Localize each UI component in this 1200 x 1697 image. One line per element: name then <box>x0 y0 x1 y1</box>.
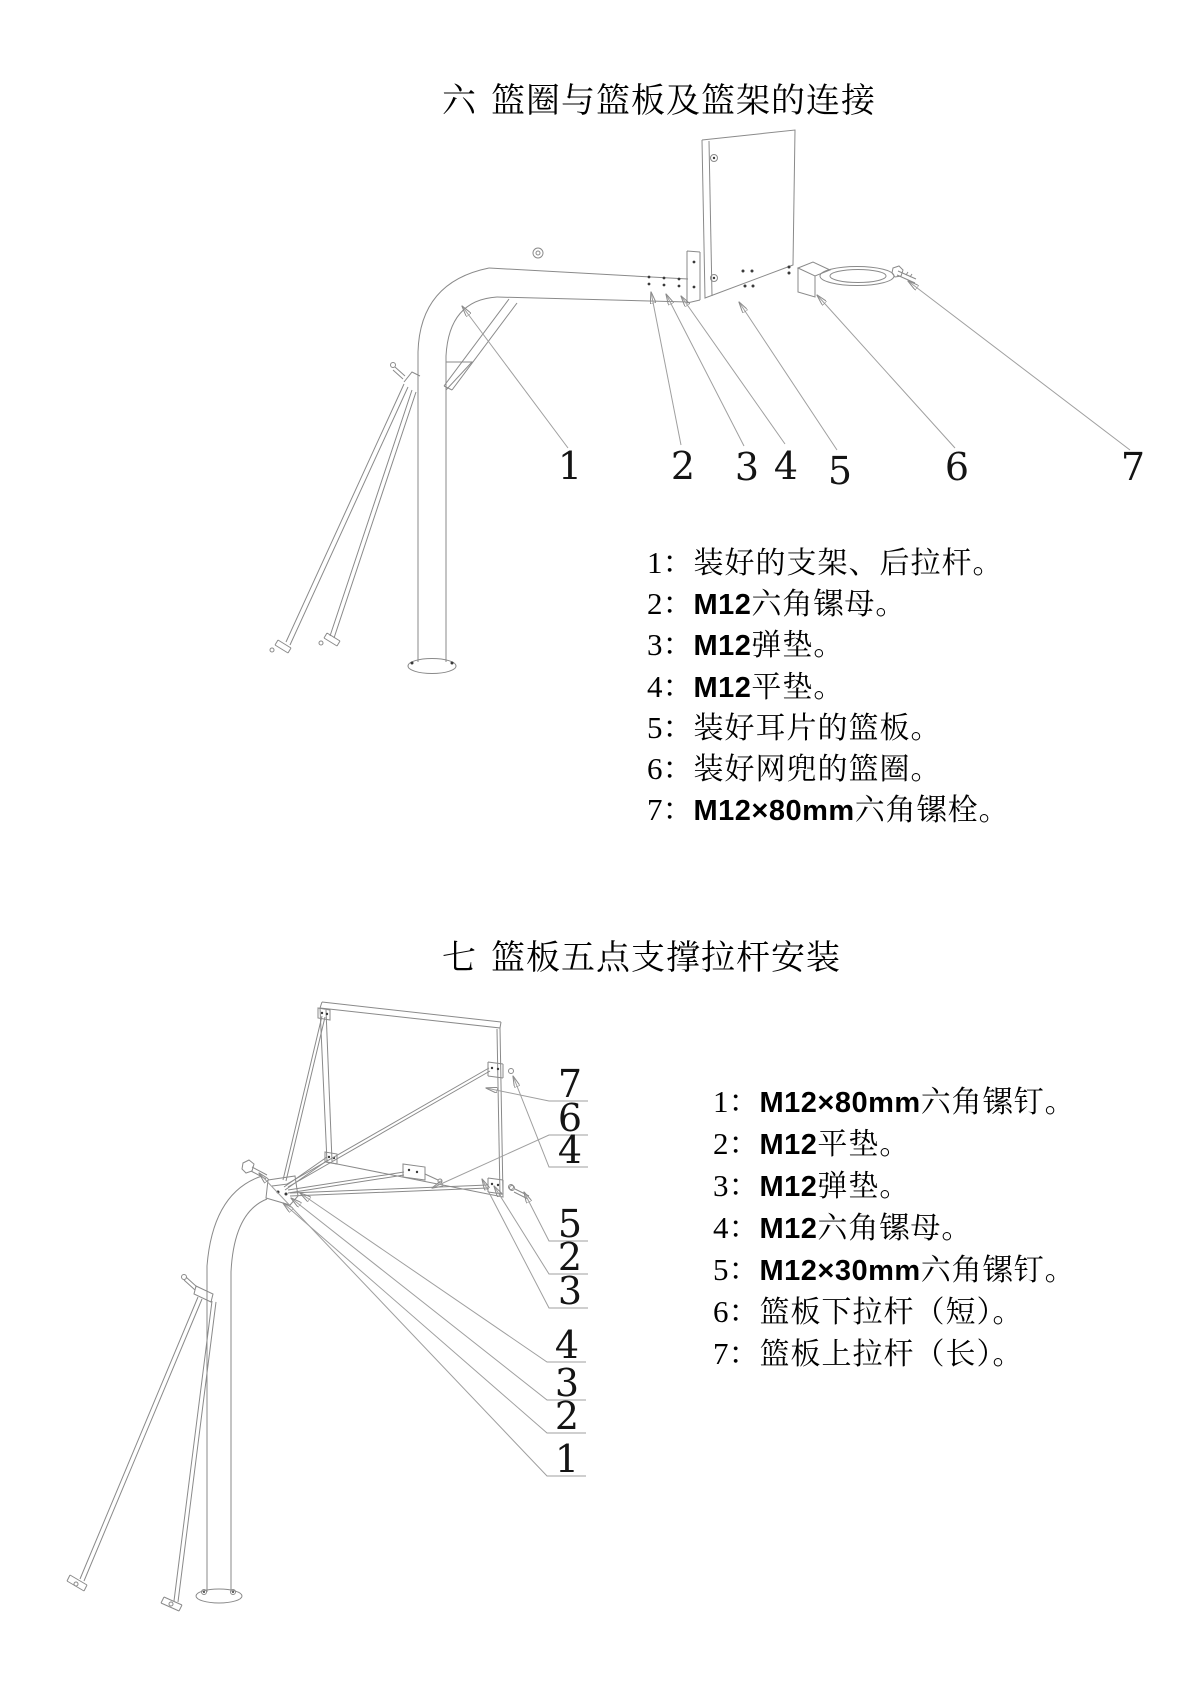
section7-title <box>442 930 841 979</box>
support-rods-drawing <box>283 1016 490 1196</box>
callout-number: 2 <box>557 1235 583 1279</box>
callout-number: 3 <box>734 445 760 489</box>
legend-item: 2： M12 六角镙母。 <box>647 586 907 622</box>
rim-drawing <box>798 262 894 297</box>
legend-item: 5： 装好耳片的篮板。 <box>647 709 942 745</box>
rear-stay-rods <box>270 363 420 654</box>
callout-number: 5 <box>827 449 853 493</box>
callout-number: 6 <box>944 445 970 489</box>
legend-item: 1： M12×80mm 六角镙钉。 <box>713 1084 1076 1119</box>
callout-number: 5 <box>557 1202 583 1246</box>
section7-title-number: 七 <box>442 940 477 977</box>
legend-item: 4： M12 六角镙母。 <box>713 1210 973 1245</box>
legend-item: 6： 装好网兜的篮圈。 <box>647 750 942 786</box>
section6-title-number: 六 <box>442 83 477 120</box>
legend-item: 4： M12 平垫。 <box>647 668 845 704</box>
callout-number: 1 <box>554 1437 580 1481</box>
legend-item: 6： 篮板下拉杆（短）。 <box>713 1294 1024 1329</box>
backboard2-drawing <box>318 1002 514 1197</box>
callout-number: 4 <box>554 1323 580 1367</box>
legend-item: 5： M12×30mm 六角镙钉。 <box>713 1252 1076 1287</box>
callout-number: 2 <box>554 1394 580 1438</box>
callout-number: 6 <box>557 1096 583 1140</box>
legend-item: 7： M12×80mm 六角镙栓。 <box>647 792 1010 828</box>
callout-number: 7 <box>557 1062 583 1106</box>
callout-number: 3 <box>554 1361 580 1405</box>
drawing-backboard-bracing <box>67 1002 529 1611</box>
callout-number: 3 <box>557 1269 583 1313</box>
leader-lines-section6 <box>462 281 1130 450</box>
section7-title-text: 篮板五点支撑拉杆安装 <box>491 940 841 977</box>
leader-lines-section7 <box>259 1076 588 1481</box>
legend-item: 7： 篮板上拉杆（长）。 <box>713 1336 1024 1371</box>
pole-drawing <box>408 268 497 674</box>
legend-item: 1： 装好的支架、后拉杆。 <box>647 545 1004 580</box>
callout-number: 2 <box>670 444 696 488</box>
ground-stay-rods <box>67 1275 216 1612</box>
legend-item: 3： M12 弹垫。 <box>647 627 845 663</box>
backboard-drawing <box>693 130 795 298</box>
callout-number: 4 <box>557 1128 583 1172</box>
callout-number: 4 <box>773 444 799 488</box>
hex-bolt-drawing <box>892 266 916 283</box>
callout-number: 1 <box>557 444 583 488</box>
section6-title-text: 篮圈与篮板及篮架的连接 <box>491 83 876 120</box>
callout-number: 7 <box>1120 445 1146 489</box>
legend-item: 3： M12 弹垫。 <box>713 1168 911 1203</box>
section6-title <box>442 73 876 122</box>
pole2-drawing <box>196 1176 267 1603</box>
section6-legend <box>647 537 1010 828</box>
section7-legend <box>713 1076 1076 1370</box>
legend-item: 2： M12 平垫。 <box>713 1126 911 1161</box>
